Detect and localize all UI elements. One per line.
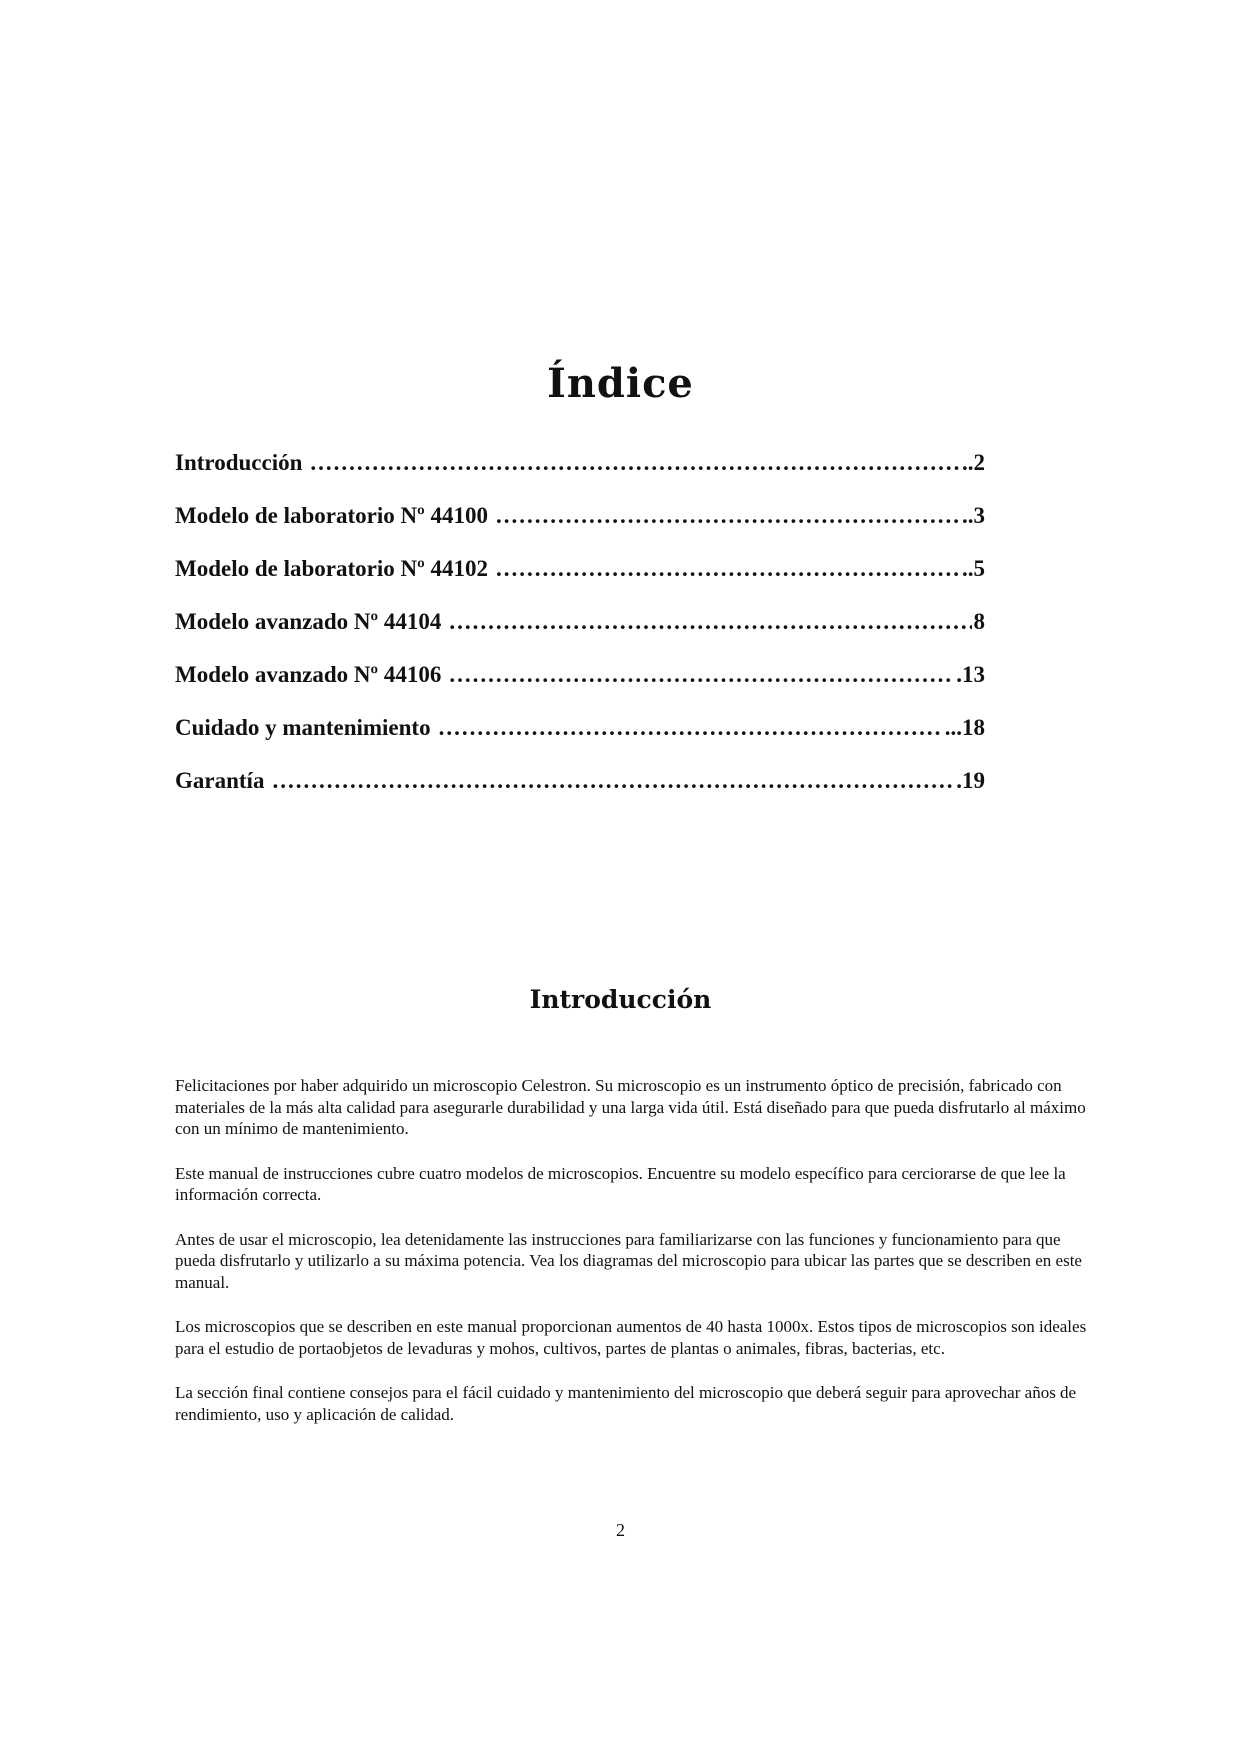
introduction-heading: Introducción	[529, 985, 712, 1014]
toc-entry-page: ..3	[962, 503, 985, 528]
introduction-body	[175, 1075, 1105, 1448]
toc-entry-introduccion[interactable]	[175, 450, 985, 503]
introduction-paragraph: Los microscopios que se describen en este manual proporcionan aumentos de 40 hasta 1000x. Estos tipos de microscopios son ideales para el estudio de portaobjetos de levaduras y mohos, cultivos, partes de plantas o animales, fibras, bacterias, etc.	[175, 1317, 1087, 1358]
toc-entry-label: Introducción	[175, 450, 303, 475]
toc-dot-leader	[496, 503, 960, 529]
toc-dot-leader	[439, 715, 943, 741]
toc-entry-modelo-44104[interactable]	[175, 609, 985, 662]
toc-entry-page: ..2	[962, 450, 985, 475]
toc-entry-modelo-44102[interactable]	[175, 556, 985, 609]
toc-entry-modelo-44106[interactable]	[175, 662, 985, 715]
toc-entry-page: .13	[956, 662, 985, 687]
page-number: 2	[616, 1520, 625, 1540]
toc-title: Índice	[547, 360, 694, 407]
toc-dot-leader	[310, 450, 960, 476]
toc-dot-leader	[272, 768, 954, 794]
toc-entry-page: 8	[973, 609, 985, 634]
toc-entry-label: Modelo avanzado Nº 44104	[175, 609, 442, 634]
toc-entry-label: Cuidado y mantenimiento	[175, 715, 431, 740]
toc-entry-label: Modelo de laboratorio Nº 44102	[175, 556, 488, 581]
toc-entry-label: Modelo avanzado Nº 44106	[175, 662, 442, 687]
toc-entry-label: Garantía	[175, 768, 265, 793]
introduction-paragraph: La sección final contiene consejos para el fácil cuidado y mantenimiento del microscopio que deberá seguir para aprovechar años de rendimiento, uso y aplicación de calidad.	[175, 1383, 1077, 1424]
toc-entry-page: ...18	[944, 715, 985, 740]
introduction-paragraph: Este manual de instrucciones cubre cuatro modelos de microscopios. Encuentre su modelo específico para cerciorarse de que lee la información correcta.	[175, 1163, 1066, 1204]
toc-dot-leader	[449, 662, 954, 688]
toc-dot-leader	[449, 609, 971, 635]
toc-entry-modelo-44100[interactable]	[175, 503, 985, 556]
table-of-contents	[175, 450, 985, 821]
toc-entry-garantia[interactable]	[175, 768, 985, 821]
toc-entry-page: ..5	[962, 556, 985, 581]
toc-entry-cuidado[interactable]	[175, 715, 985, 768]
introduction-paragraph: Antes de usar el microscopio, lea detenidamente las instrucciones para familiarizarse con las funciones y funcionamiento para que pueda disfrutarlo y utilizarlo a su máxima potencia. Vea los diagramas del microscopio para ubicar las partes que se describen en este manual.	[175, 1229, 1082, 1292]
toc-entry-page: .19	[956, 768, 985, 793]
toc-dot-leader	[496, 556, 960, 582]
introduction-paragraph: Felicitaciones por haber adquirido un microscopio Celestron. Su microscopio es un instrumento óptico de precisión, fabricado con materiales de la más alta calidad para asegurarle durabilidad y una larga vida útil. Está diseñado para que pueda disfrutarlo al máximo con un mínimo de mantenimiento.	[175, 1076, 1086, 1138]
toc-entry-label: Modelo de laboratorio Nº 44100	[175, 503, 488, 528]
